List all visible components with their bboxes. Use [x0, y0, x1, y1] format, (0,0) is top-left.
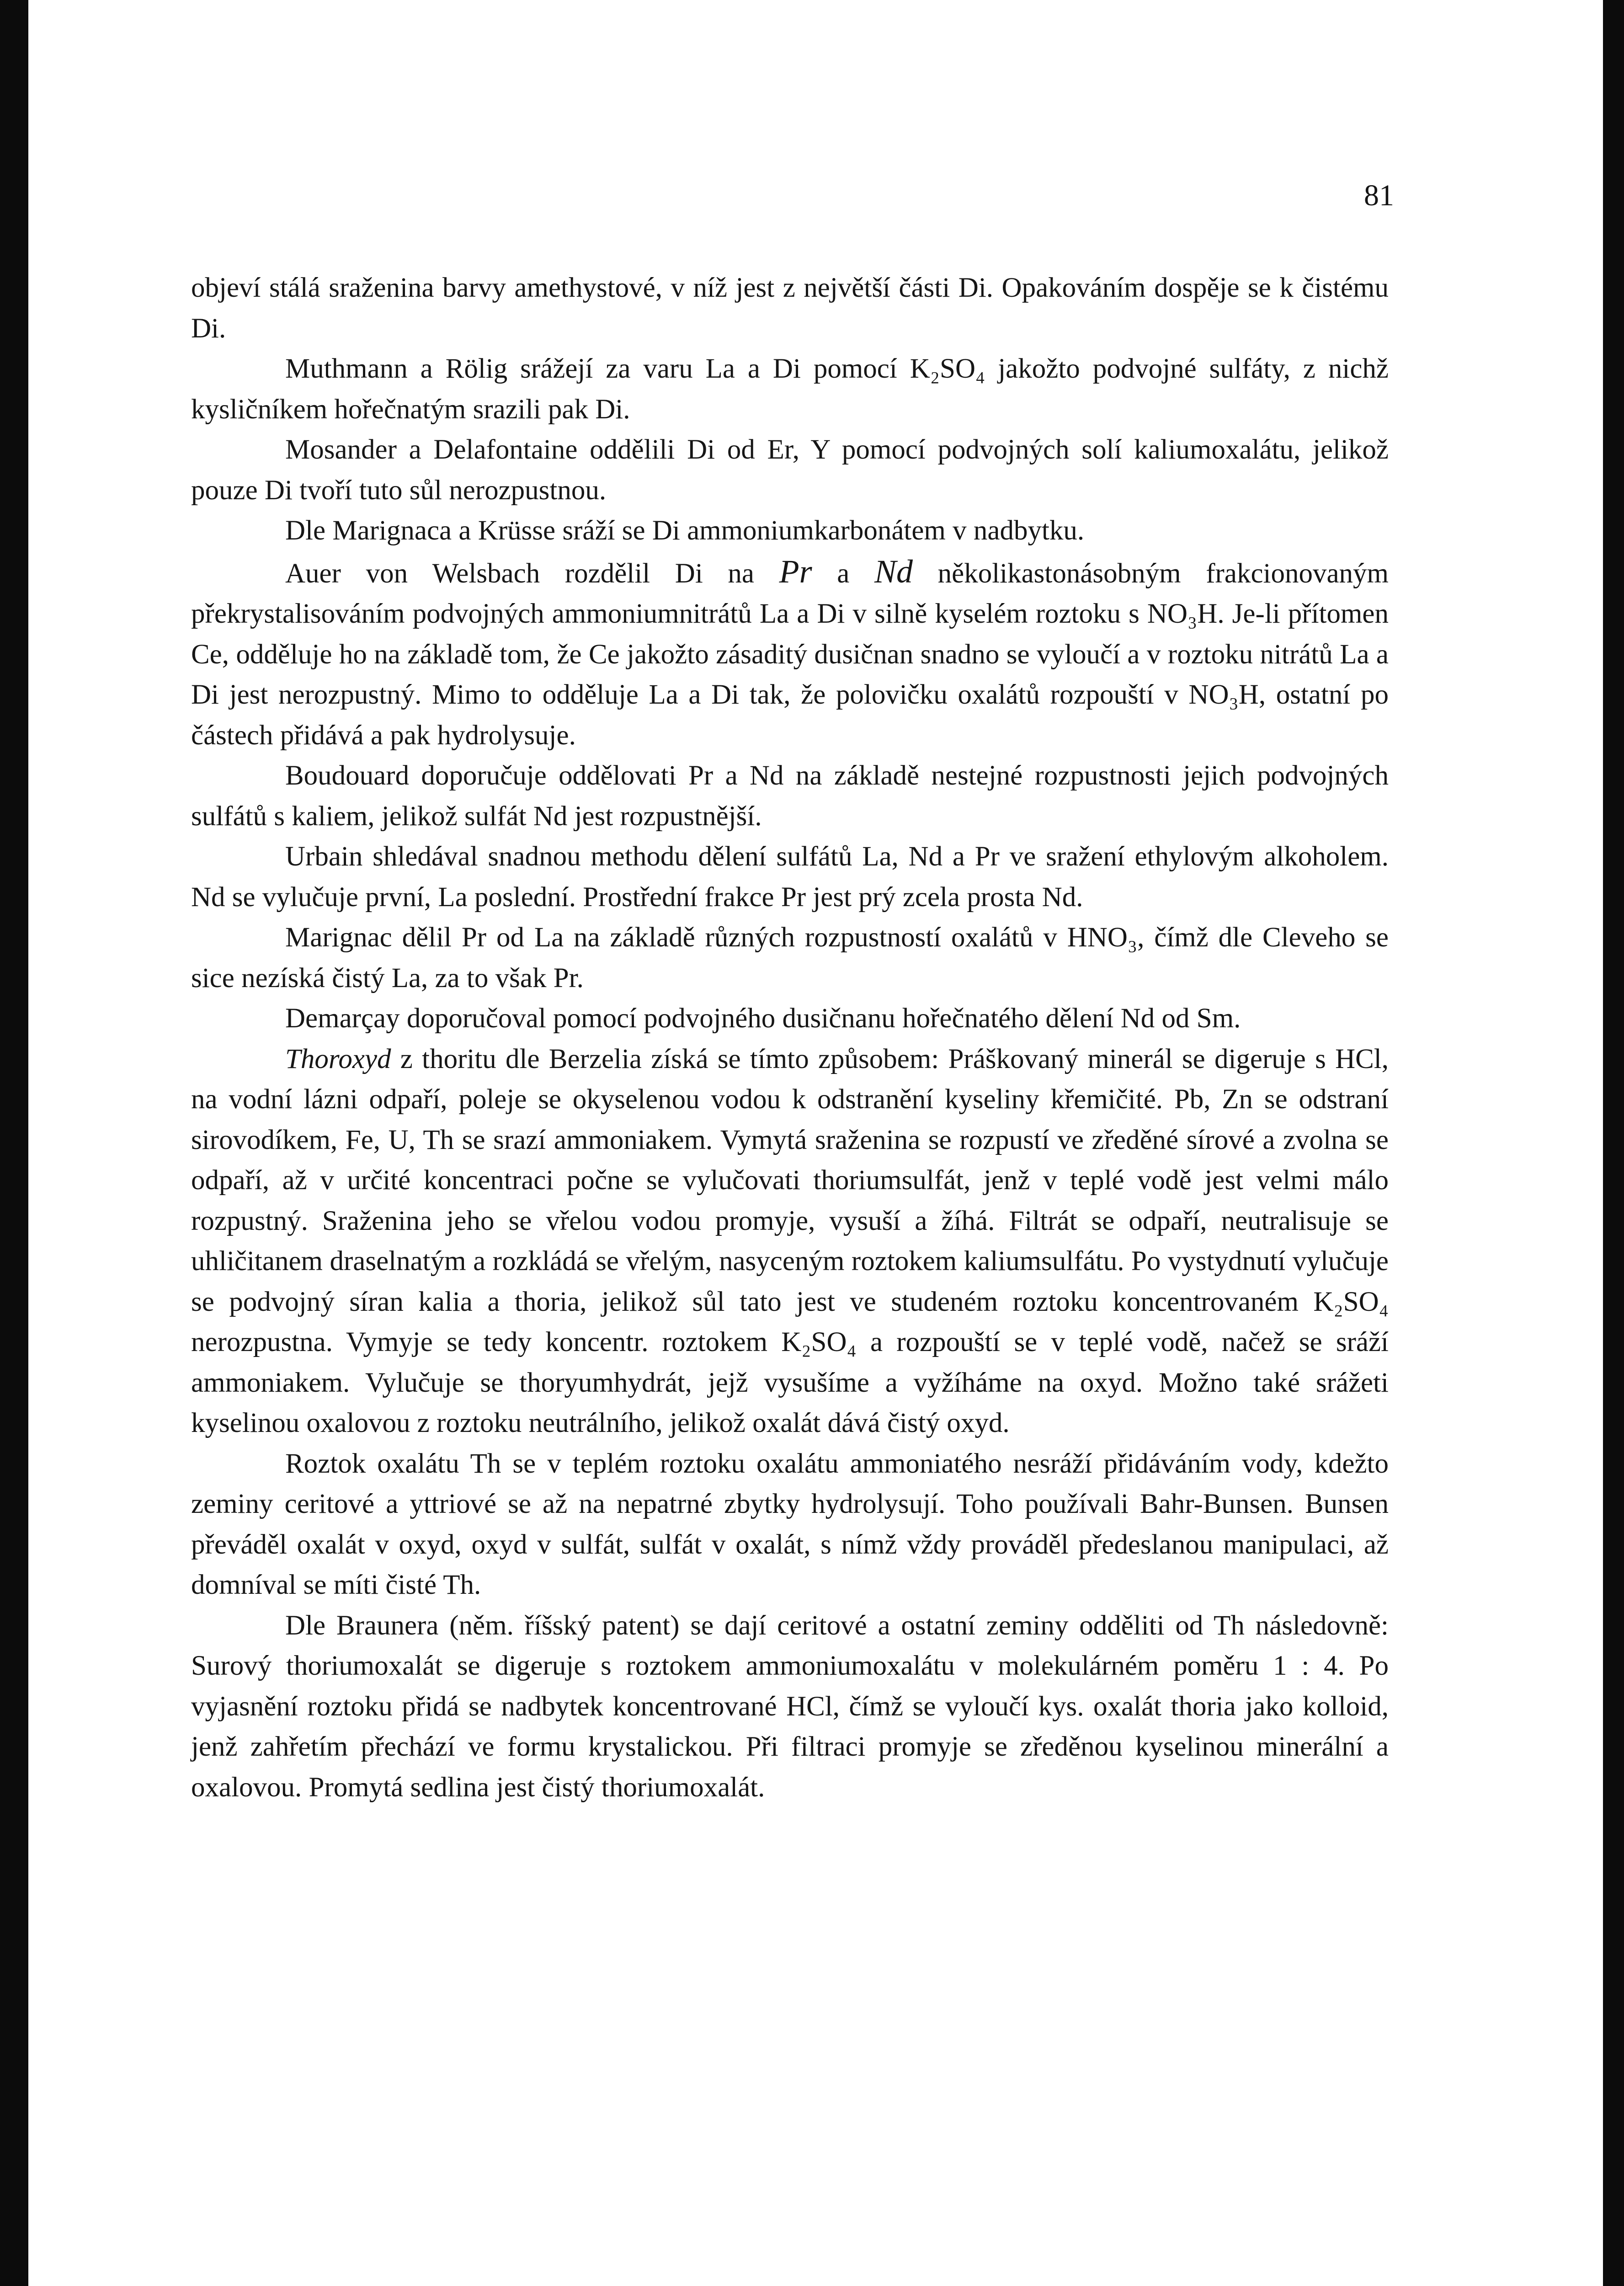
- scan-edge-right: [1603, 0, 1624, 2286]
- auer-text-start: Auer von Welsbach rozdělil Di na: [285, 558, 779, 589]
- body-text: [191, 268, 1389, 1808]
- paragraph-oxalat-th: Roztok oxalátu Th se v teplém roztoku oxalátu ammoniatého nesráží přidáváním vody, kdežto zeminy ceritové a yttriové se až na nepatrné zbytky hydrolysují. Toho používali Bahr-Bunsen. Bunsen převáděl oxalát v oxyd, oxyd v sulfát, sulfát v oxalát, s nímž vždy prováděl předeslanou manipulaci, až domníval se míti čisté Th.: [191, 1448, 1389, 1600]
- paragraph-continuation: objeví stálá sraženina barvy amethystové, v níž jest z největší části Di. Opakováním dospěje se k čistému Di.: [191, 272, 1389, 344]
- paragraph-marignac-krusse: Dle Marignaca a Krüsse sráží se Di ammoniumkarbonátem v nadbytku.: [285, 515, 1085, 546]
- paragraph-brauner: Dle Braunera (něm. říšský patent) se dají ceritové a ostatní zeminy odděliti od Th následovně: Surový thoriumoxalát se digeruje s roztokem ammoniumoxalátu v molekulárném poměru 1 : 4. Po vyjasnění roztoku přidá se nadbytek koncentrované HCl, čímž se vyloučí kys. oxalát thoria jako kolloid, jenž zahřetím přechází ve formu krystalickou. Při filtraci promyje se zředěnou kyselinou minerální a oxalovou. Promytá sedlina jest čistý thoriumoxalát.: [191, 1610, 1389, 1803]
- paragraph-muthmann: Muthmann a Rölig srážejí za varu La a Di pomocí K₂SO₄ jakožto podvojné sulfáty, z nichž kysličníkem hořečnatým srazili pak Di.: [191, 353, 1389, 425]
- paragraph-urbain: Urbain shledával snadnou methodu dělení sulfátů La, Nd a Pr ve sražení ethylovým alkoholem. Nd se vylučuje první, La poslední. Prostřední frakce Pr jest prý zcela prosta Nd.: [191, 841, 1389, 913]
- term-pr: Pr: [779, 553, 812, 590]
- page-number: 81: [1364, 179, 1394, 212]
- auer-text-end: několikastonásobným frakcionovaným překrystalisováním podvojných ammoniumnitrátů La a Di v silně kyselém roztoku s NO₃H. Je-li přítomen Ce, odděluje ho na základě tom, že Ce jakožto zásaditý dusičnan snadno se vyloučí a v roztoku nitrátů La a Di jest nerozpustný. Mimo to odděluje La a Di tak, že polovičku oxalátů rozpouští v NO₃H, ostatní po částech přidává a pak hydrolysuje.: [191, 558, 1389, 751]
- paragraph-mosander: Mosander a Delafontaine oddělili Di od Er, Y pomocí podvojných solí kaliumoxalátu, jelikož pouze Di tvoří tuto sůl nerozpustnou.: [191, 434, 1389, 506]
- term-nd: Nd: [874, 553, 913, 590]
- term-thoroxyd: Thoroxyd: [285, 1043, 391, 1074]
- paragraph-demarcay: Demarçay doporučoval pomocí podvojného dusičnanu hořečnatého dělení Nd od Sm.: [285, 1003, 1241, 1034]
- paragraph-marignac: Marignac dělil Pr od La na základě různých rozpustností oxalátů v HNO₃, čímž dle Cleveho se sice nezíská čistý La, za to však Pr.: [191, 922, 1389, 993]
- auer-text-mid: a: [812, 558, 874, 589]
- scan-edge-left: [0, 0, 28, 2286]
- paragraph-boudouard: Boudouard doporučuje oddělovati Pr a Nd na základě nestejné rozpustnosti jejich podvojných sulfátů s kaliem, jelikož sulfát Nd jest rozpustnější.: [191, 760, 1389, 832]
- paragraph-auer-von-welsbach: [191, 551, 1389, 756]
- thoroxyd-text: z thoritu dle Berzelia získá se tímto způsobem: Práškovaný minerál se digeruje s HCl, na vodní lázni odpaří, poleje se okyselenou vodou k odstranění kyseliny křemičité. Pb, Zn se odstraní sirovodíkem, Fe, U, Th se srazí ammoniakem. Vymytá sraženina se rozpustí ve zředěné sírové a zvolna se odpaří, až v určité koncentraci počne se vylučovati thoriumsulfát, jenž v teplé vodě jest velmi málo rozpustný. Sraženina jeho se vřelou vodou promyje, vysuší a žíhá. Filtrát se odpaří, neutralisuje se uhličitanem draselnatým a rozkládá se vřelým, nasyceným roztokem kaliumsulfátu. Po vystydnutí vylučuje se podvojný síran kalia a thoria, jelikož sůl tato jest ve studeném roztoku koncentrovaném K₂SO₄ nerozpustna. Vymyje se tedy koncentr. roztokem K₂SO₄ a rozpouští se v teplé vodě, načež se sráží ammoniakem. Vylučuje se thoryumhydrát, jejž vysušíme a vyžíháme na oxyd. Možno také srážeti kyselinou oxalovou z roztoku neutrálního, jelikož oxalát dává čistý oxyd.: [191, 1043, 1389, 1438]
- paragraph-thoroxyd: [191, 1039, 1389, 1444]
